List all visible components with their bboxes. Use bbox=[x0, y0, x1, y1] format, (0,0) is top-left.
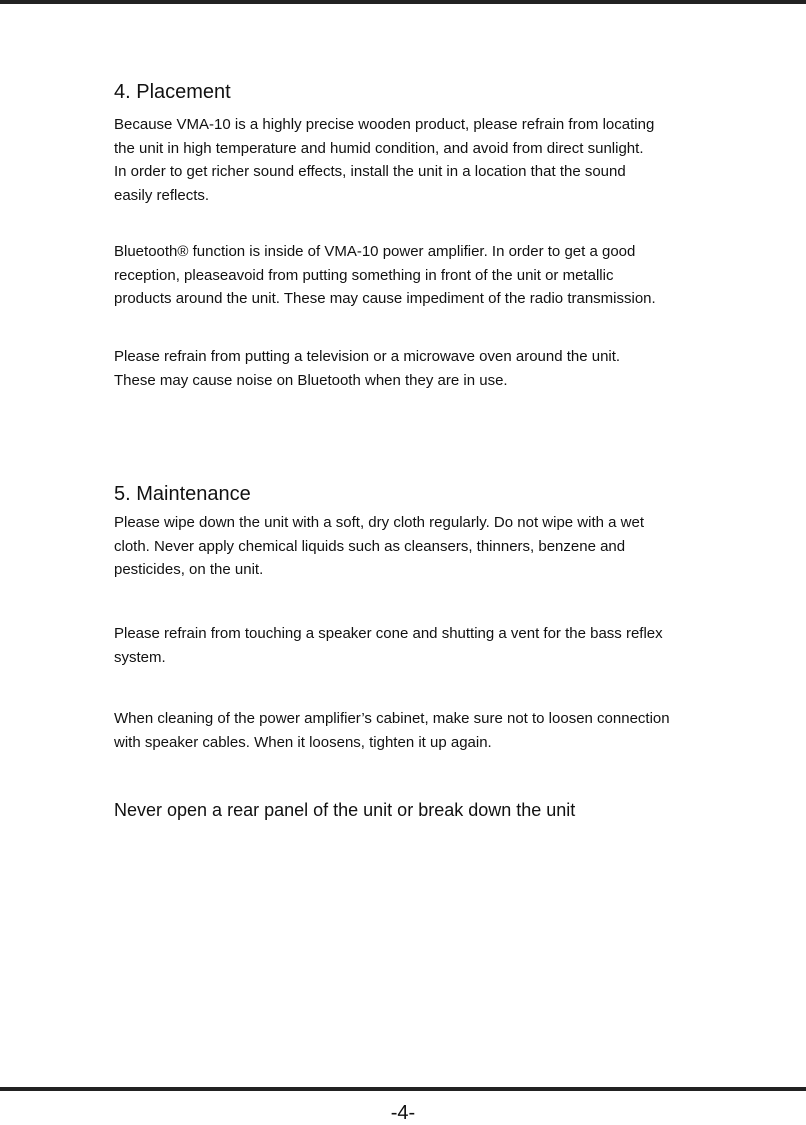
placement-paragraph-1 bbox=[114, 113, 774, 207]
maintenance-heading: 5. Maintenance bbox=[114, 483, 251, 505]
text-line: Bluetooth® function is inside of VMA-10 power amplifier. In order to get a good bbox=[114, 243, 636, 260]
maintenance-paragraph-1 bbox=[114, 511, 774, 582]
page-number: -4- bbox=[390, 1102, 416, 1124]
text-line: products around the unit. These may cause impediment of the radio transmission. bbox=[114, 290, 656, 307]
text-line: cloth. Never apply chemical liquids such as cleansers, thinners, benzene and bbox=[114, 537, 626, 555]
placement-paragraph-2 bbox=[114, 240, 774, 311]
text-line: When cleaning of the power amplifier’s cabinet, make sure not to loosen connection bbox=[114, 710, 670, 727]
text-line: Please refrain from touching a speaker cone and shutting a vent for the bass reflex bbox=[114, 625, 663, 642]
maintenance-paragraph-2 bbox=[114, 622, 774, 669]
text-line: In order to get richer sound effects, install the unit in a location that the sound bbox=[114, 163, 626, 180]
text-line: system. bbox=[114, 648, 166, 666]
text-line: These may cause noise on Bluetooth when they are in use. bbox=[114, 371, 508, 389]
text-line: with speaker cables. When it loosens, tighten it up again. bbox=[114, 733, 492, 751]
text-line: pesticides, on the unit. bbox=[114, 561, 264, 578]
maintenance-warning: Never open a rear panel of the unit or break down the unit bbox=[114, 800, 576, 820]
text-line: easily reflects. bbox=[114, 186, 210, 204]
placement-heading: 4. Placement bbox=[114, 81, 231, 103]
maintenance-paragraph-3 bbox=[114, 707, 774, 754]
text-line: Please refrain from putting a television or a microwave oven around the unit. bbox=[114, 348, 621, 365]
bottom-rule bbox=[0, 1087, 806, 1091]
text-line: reception, pleaseavoid from putting something in front of the unit or metallic bbox=[114, 266, 614, 284]
placement-paragraph-3 bbox=[114, 345, 774, 392]
text-line: the unit in high temperature and humid condition, and avoid from direct sunlight. bbox=[114, 139, 644, 157]
top-rule bbox=[0, 0, 806, 4]
text-line: Please wipe down the unit with a soft, dry cloth regularly. Do not wipe with a wet bbox=[114, 514, 644, 531]
text-line: Because VMA-10 is a highly precise wooden product, please refrain from locating bbox=[114, 116, 655, 133]
